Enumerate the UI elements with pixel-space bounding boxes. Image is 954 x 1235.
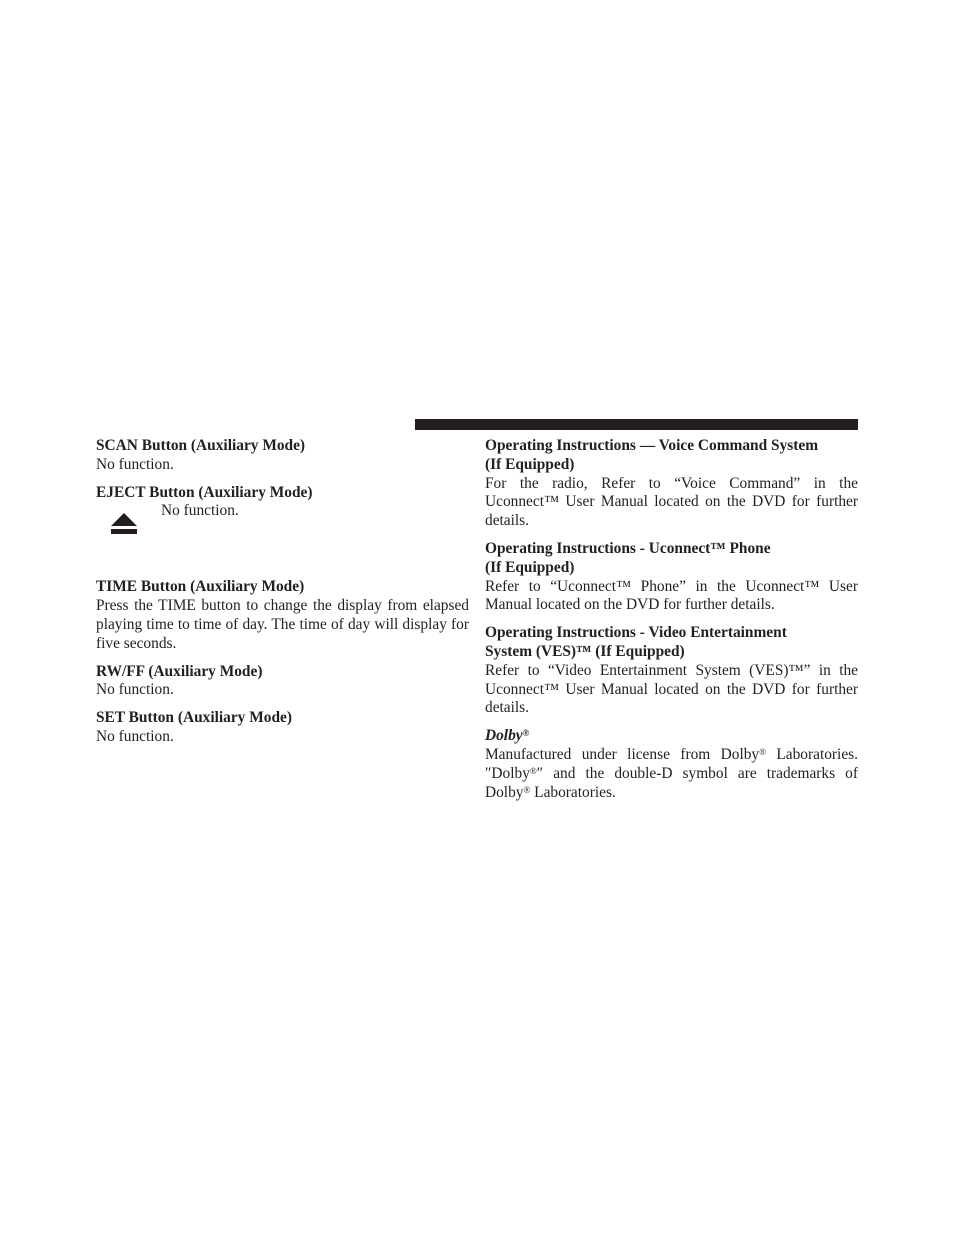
- ves-section: [485, 624, 858, 718]
- eject-icon: [110, 512, 138, 536]
- set-heading: SET Button (Auxiliary Mode): [96, 709, 292, 727]
- dolby-body: Manufactured under license from Dolby® Laboratories. ″Dolby®″ and the double-D symbol are trademarks of Dolby® Laboratories.: [485, 745, 858, 801]
- scan-body: No function.: [96, 455, 174, 473]
- section-rule: [415, 419, 858, 430]
- dolby-section: [485, 727, 858, 802]
- time-section: [96, 578, 469, 653]
- phone-heading-line1: Operating Instructions - Uconnect™ Phone: [485, 539, 771, 557]
- left-column: [96, 437, 469, 756]
- voice-body: For the radio, Refer to “Voice Command” in the Uconnect™ User Manual located on the DVD for further details.: [485, 474, 858, 530]
- phone-heading-line2: (If Equipped): [485, 558, 575, 576]
- voice-heading-line1: Operating Instructions — Voice Command System: [485, 437, 819, 454]
- right-column: [485, 437, 858, 811]
- ves-body: Refer to “Video Entertainment System (VES)™” in the Uconnect™ User Manual located on the DVD for further details.: [485, 661, 858, 717]
- set-section: [96, 709, 469, 747]
- eject-heading: EJECT Button (Auxiliary Mode): [96, 483, 313, 501]
- phone-body: Refer to “Uconnect™ Phone” in the Uconnect™ User Manual located on the DVD for further details.: [485, 577, 858, 614]
- time-body: Press the TIME button to change the display from elapsed playing time to time of day. The time of day will display for five seconds.: [96, 597, 469, 652]
- phone-section: [485, 540, 858, 615]
- voice-section: [485, 437, 858, 531]
- eject-section: [96, 484, 469, 579]
- rwff-section: [96, 663, 469, 701]
- rwff-heading: RW/FF (Auxiliary Mode): [96, 662, 263, 680]
- ves-heading-line1: Operating Instructions - Video Entertainment: [485, 624, 787, 642]
- time-heading: TIME Button (Auxiliary Mode): [96, 578, 305, 596]
- scan-section: [96, 437, 469, 475]
- scan-heading: SCAN Button (Auxiliary Mode): [96, 437, 306, 454]
- voice-heading-line2: (If Equipped): [485, 455, 575, 473]
- rwff-body: No function.: [96, 681, 174, 699]
- ves-heading-line2: System (VES)™ (If Equipped): [485, 642, 685, 660]
- eject-body: No function.: [161, 502, 239, 520]
- dolby-heading: Dolby®: [485, 727, 530, 745]
- set-body: No function.: [96, 727, 174, 745]
